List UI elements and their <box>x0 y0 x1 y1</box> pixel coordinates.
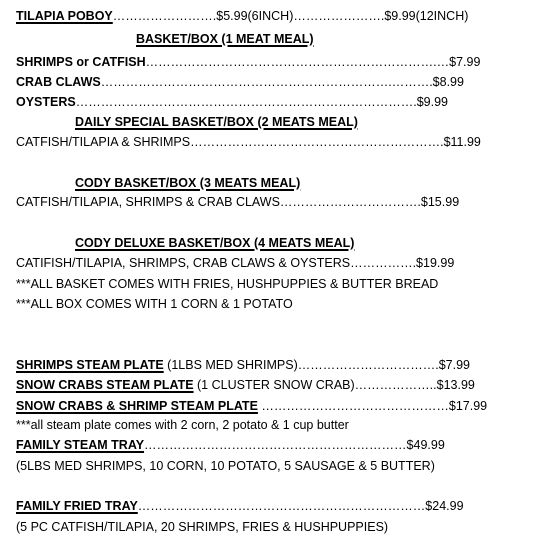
oysters-name: OYSTERS <box>16 95 76 109</box>
tilapia-poboy-name: TILAPIA POBOY <box>16 9 113 23</box>
daily-special-item: CATFISH/TILAPIA & SHRIMPS…………………………………………………….$11.99 <box>16 135 481 149</box>
heading-cody-deluxe: CODY DELUXE BASKET/BOX (4 MEATS MEAL) <box>75 236 355 250</box>
shrimps-catfish-name: SHRIMPS or CATFISH <box>16 55 146 69</box>
crab-claws-name: CRAB CLAWS <box>16 75 101 89</box>
tilapia-poboy-prices: …………………….$5.99(6INCH)………………….$9.99(12INCH) <box>112 9 469 23</box>
heading-cody-basket: CODY BASKET/BOX (3 MEATS MEAL) <box>75 176 301 190</box>
cody-deluxe-item: CATIFISH/TILAPIA, SHRIMPS, CRAB CLAWS & OYSTERS…………….$19.99 <box>16 256 455 270</box>
cody-basket-item: CATFISH/TILAPIA, SHRIMPS & CRAB CLAWS…………………………….$15.99 <box>16 195 460 209</box>
snow-crabs-shrimp-steam-plate-name: SNOW CRABS & SHRIMP STEAM PLATE <box>16 399 258 413</box>
shrimps-steam-plate-price: (1LBS MED SHRIMPS)…………………………….$7.99 <box>163 358 471 372</box>
crab-claws-price: …………………………………………………………….……….$8.99 <box>100 75 464 89</box>
shrimps-steam-plate-line <box>16 357 470 373</box>
snow-crabs-steam-plate-name: SNOW CRABS STEAM PLATE <box>16 378 194 392</box>
family-steam-tray-line <box>16 437 445 453</box>
box-note: ***ALL BOX COMES WITH 1 CORN & 1 POTATO <box>16 297 293 311</box>
family-steam-tray-desc: (5LBS MED SHRIMPS, 10 CORN, 10 POTATO, 5 SAUSAGE & 5 BUTTER) <box>16 459 435 473</box>
snow-crabs-shrimp-steam-plate-line <box>16 398 487 414</box>
basket-note: ***ALL BASKET COMES WITH FRIES, HUSHPUPPIES & BUTTER BREAD <box>16 277 439 291</box>
shrimps-steam-plate-name: SHRIMPS STEAM PLATE <box>16 358 164 372</box>
family-fried-tray-desc: (5 PC CATFISH/TILAPIA, 20 SHRIMPS, FRIES & HUSHPUPPIES) <box>16 520 389 534</box>
snow-crabs-steam-plate-line <box>16 377 475 393</box>
family-fried-tray-line <box>16 498 464 514</box>
snow-crabs-steam-plate-price: (1 CLUSTER SNOW CRAB)………………..$13.99 <box>193 378 475 392</box>
tilapia-poboy-line <box>16 8 468 24</box>
family-steam-tray-name: FAMILY STEAM TRAY <box>16 438 145 452</box>
heading-daily-special: DAILY SPECIAL BASKET/BOX (2 MEATS MEAL) <box>75 115 358 129</box>
family-fried-tray-price: ……………………………………………………………$24.99 <box>137 499 464 513</box>
shrimps-catfish-line <box>16 54 480 70</box>
family-fried-tray-name: FAMILY FRIED TRAY <box>16 499 138 513</box>
heading-basket-box-1-meat: BASKET/BOX (1 MEAT MEAL) <box>136 32 314 46</box>
steam-plate-note: ***all steam plate comes with 2 corn, 2 potato & 1 cup butter <box>16 418 349 432</box>
oysters-line <box>16 94 448 110</box>
snow-crabs-shrimp-steam-plate-price: ………………………………………$17.99 <box>257 399 488 413</box>
crab-claws-line <box>16 74 464 90</box>
oysters-price: ……………………………………………………………………….$9.99 <box>75 95 449 109</box>
shrimps-catfish-price: …………………………………………………………….…$7.99 <box>145 55 481 69</box>
family-steam-tray-price: ………………………………………………………$49.99 <box>144 438 445 452</box>
